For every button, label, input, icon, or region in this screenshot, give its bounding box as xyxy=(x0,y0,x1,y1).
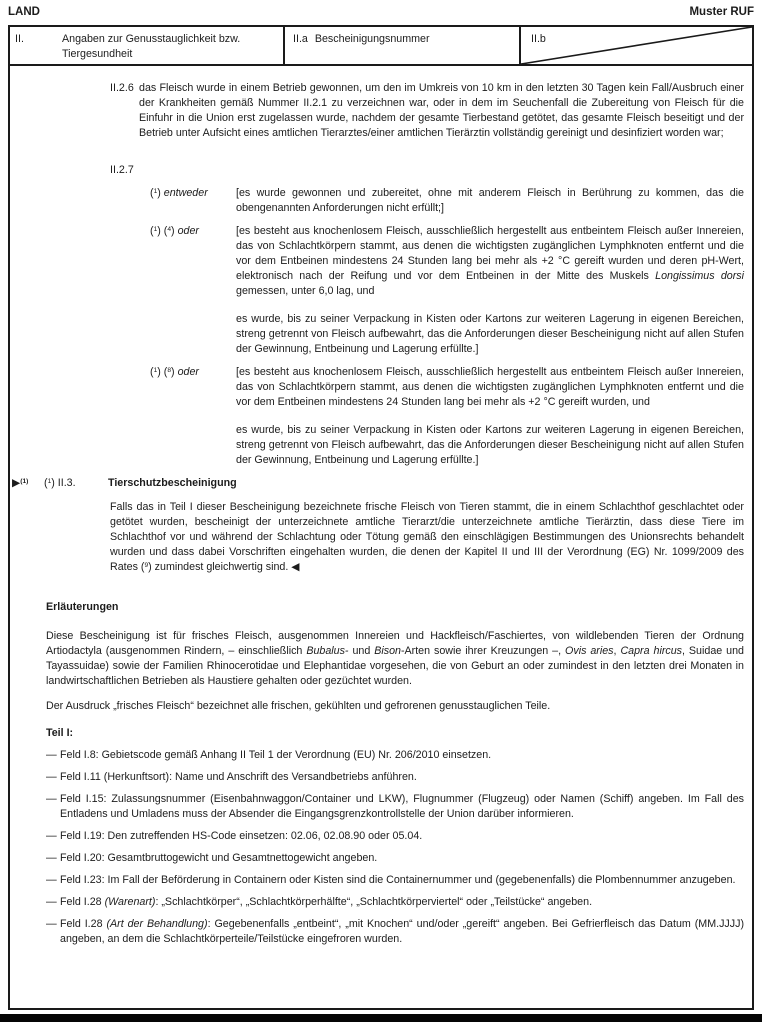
header-cell-ii xyxy=(10,27,285,64)
list-item-feld-i11 xyxy=(46,770,744,785)
option-oder-2-body xyxy=(236,365,744,468)
dash-icon: — xyxy=(46,896,57,908)
header-iia-title: Bescheinigungsnummer xyxy=(314,33,430,45)
scan-edge-bar xyxy=(0,1014,762,1022)
list-item-feld-i28-warenart xyxy=(46,895,744,910)
option-oder-1 xyxy=(150,224,744,357)
option-entweder xyxy=(150,186,744,216)
header-ii-title: Angaben zur Genusstauglichkeit bzw. Tiergesundheit xyxy=(62,33,241,60)
clause-ii26-text: das Fleisch wurde in einem Betrieb gewonnen, um den im Umkreis von 10 km in den letzten 30 Tagen kein Fall/Ausbruch einer der Krankheiten gemäß Nummer II.2.1 zu verzeichnen war, oder in dem im Seuchenfall die Zubereitung von Fleisch für die Einfuhr in die Union erst zugelassen wurde, nachdem der gesamte Tierbestand getötet, das gesamte Fleisch beseitigt und der Betrieb unter Aufsicht eines amtlichen Tierarztes/einer amtlichen Tierärztin vollständig gereinigt und desinfiziert worden war; xyxy=(139,82,744,139)
dash-icon: — xyxy=(46,918,57,930)
clause-ii3-title: Tierschutzbescheinigung xyxy=(108,477,237,489)
list-item-feld-i28-behandlung xyxy=(46,917,744,947)
dash-icon: — xyxy=(46,749,57,761)
list-item-text: Feld I.11 (Herkunftsort): Name und Anschrift des Versandbetriebs anführen. xyxy=(60,771,417,783)
list-item-text: Feld I.19: Den zutreffenden HS-Code einsetzen: 02.06, 02.08.90 oder 05.04. xyxy=(60,830,423,842)
option-oder-2-para2: es wurde, bis zu seiner Verpackung in Kisten oder Kartons zur weiteren Lagerung in eigenen Bereichen, streng getrennt von Fleisch aufbewahrt, das die Anforderungen dieser Bescheinigung nicht auf allen Stufen der Gewinnung, Entbeinung und Lagerung erfüllte.] xyxy=(236,424,744,466)
option-entweder-body xyxy=(236,186,744,216)
header-iib-number: II.b xyxy=(531,33,546,45)
list-item-text: Feld I.20: Gesamtbruttogewicht und Gesamtnettogewicht angeben. xyxy=(60,852,378,864)
option-oder-2-para1: [es besteht aus knochenlosem Fleisch, ausschließlich hergestellt aus entbeintem Fleisch außer Innereien, das von Schlachtkörpern stammt, aus denen die wichtigsten zugänglichen Lymphknoten entfernt und die vor dem Entbeinen mindestens 24 Stunden lang bei mehr als +2 °C gereift wurden, und xyxy=(236,366,744,408)
list-item-text: Feld I.28 (Warenart): „Schlachtkörper“, „Schlachtkörperhälfte“, „Schlachtkörperviertel“ oder „Teilstücke“ angeben. xyxy=(60,896,593,908)
clause-ii3-text: Falls das in Teil I dieser Bescheinigung bezeichnete frische Fleisch von Tieren stammt, die in einem Schlachthof geschlachtet oder getötet wurden, bescheinigt der unterzeichnete amtliche Tierarzt/die unterzeichnete amtliche Tierärztin, dass diese Tiere im Schlachthof vor und während der Schlachtung oder Tötung gemäß den einschlägigen Bestimmungen des Unionsrechts behandelt wurden und dass dabei Vorschriften eingehalten wurden, die denen der Kapitel II und III der Verordnung (EG) Nr. 1099/2009 des Rates ($^9$) zumindest gleichwertig sind. ◀ xyxy=(110,501,744,573)
model-label: Muster RUF xyxy=(689,6,754,18)
country-label: LAND xyxy=(8,6,40,18)
list-item-text: Feld I.8: Gebietscode gemäß Anhang II Teil 1 der Verordnung (EU) Nr. 206/2010 einsetzen. xyxy=(60,749,492,761)
diagonal-strike-line xyxy=(521,27,752,64)
clause-ii26 xyxy=(110,81,744,141)
notes-paragraph-scope: Diese Bescheinigung ist für frisches Fleisch, ausgenommen Innereien und Hackfleisch/Faschiertes, von wildlebenden Tieren der Ordnung Artiodactyla (ausgenommen Rindern, – einschließlich Bubalus- und Bison-Arten sowie ihrer Kreuzungen –, Ovis aries, Capra hircus, Suidae und Tayassuidae) sowie der Familien Rhinocerotidae und Elephantidae vorgesehen, die von Geburt an oder zumindest in den letzten drei Monaten in landwirtschaftlichen Betrieben als Haustiere gehalten oder gezüchtet wurden. xyxy=(46,630,744,687)
option-oder-1-para2: es wurde, bis zu seiner Verpackung in Kisten oder Kartons zur weiteren Lagerung in eigenen Bereichen, streng getrennt von Fleisch aufbewahrt, das die Anforderungen dieser Bescheinigung nicht auf allen Stufen der Gewinnung, Entbeinung und Lagerung erfüllte.] xyxy=(236,313,744,355)
option-oder-2 xyxy=(150,365,744,468)
list-item-feld-i19 xyxy=(46,829,744,844)
clause-ii3-heading xyxy=(12,476,752,492)
option-oder-1-label: ($^1$) ($^4$) oder xyxy=(150,225,199,237)
dash-icon: — xyxy=(46,830,57,842)
amendment-marker-icon: ▶$^{(1)}$ xyxy=(12,477,29,489)
option-oder-2-label: ($^1$) ($^8$) oder xyxy=(150,366,199,378)
notes-part1-heading: Teil I: xyxy=(46,727,74,739)
dash-icon: — xyxy=(46,852,57,864)
notes-paragraph-definition: Der Ausdruck „frisches Fleisch“ bezeichnet alle frischen, gekühlten und gefrorenen genusstauglichen Teile. xyxy=(46,700,551,712)
dash-icon: — xyxy=(46,874,57,886)
option-entweder-label: ($^1$) entweder xyxy=(150,187,208,199)
notes-item-list xyxy=(46,748,744,947)
list-item-feld-i23 xyxy=(46,873,744,888)
header-cell-iia xyxy=(285,27,521,64)
list-item-text: Feld I.15: Zulassungsnummer (Eisenbahnwaggon/Container und LKW), Flugnummer (Flugzeug) oder Namen (Schiff) angeben. Im Fall des Entladens und Umladens muss der Absender die Eingangsgrenzkontrollstelle der Union darüber informieren. xyxy=(60,793,744,820)
dash-icon: — xyxy=(46,771,57,783)
header-ii-number: II. xyxy=(15,33,24,45)
list-item-text: Feld I.28 (Art der Behandlung): Gegebenenfalls „entbeint“, „mit Knochen“ und/oder „gereift“ angeben. Bei Gefrierfleisch das Datum (MM.JJJJ) angeben, an dem die Schlachtkörperteile/Teilstücke eingefroren wurden. xyxy=(60,918,745,945)
list-item-feld-i8 xyxy=(46,748,744,763)
clause-ii3-number: ($^1$) II.3. xyxy=(44,477,76,489)
clause-ii26-number: II.2.6 xyxy=(110,82,134,94)
explanatory-notes xyxy=(46,600,744,947)
dash-icon: — xyxy=(46,793,57,805)
certificate-body-box xyxy=(8,66,754,1010)
header-table xyxy=(8,25,754,66)
header-cell-iib xyxy=(521,27,752,64)
list-item-feld-i20 xyxy=(46,851,744,866)
header-iia-number: II.a xyxy=(293,33,308,45)
option-entweder-para: [es wurde gewonnen und zubereitet, ohne mit anderem Fleisch in Berührung zu kommen, das die obengenannten Anforderungen nicht erfüllt;] xyxy=(236,187,744,214)
list-item-text: Feld I.23: Im Fall der Beförderung in Containern oder Kisten sind die Containernummer und (gegebenenfalls) die Plombennummer anzugeben. xyxy=(60,874,736,886)
option-oder-1-body xyxy=(236,224,744,357)
list-item-feld-i15 xyxy=(46,792,744,822)
notes-heading: Erläuterungen xyxy=(46,601,119,613)
page-top-header xyxy=(8,5,754,20)
clause-ii27-number: II.2.7 xyxy=(110,164,134,176)
clause-ii27 xyxy=(110,163,744,178)
option-oder-1-para1: [es besteht aus knochenlosem Fleisch, ausschließlich hergestellt aus entbeintem Fleisch außer Innereien, das von Schlachtkörpern stammt, aus denen die wichtigsten zugänglichen Lymphknoten entfernt und die vor dem Entbeinen mindestens 24 Stunden lang bei mehr als +2 °C gereift wurden und deren pH-Wert, elektronisch nach der Reifung und vor dem Entbeinen in der Mitte des Muskels Longissimus dorsi gemessen, unter 6,0 lag, und xyxy=(236,225,744,297)
